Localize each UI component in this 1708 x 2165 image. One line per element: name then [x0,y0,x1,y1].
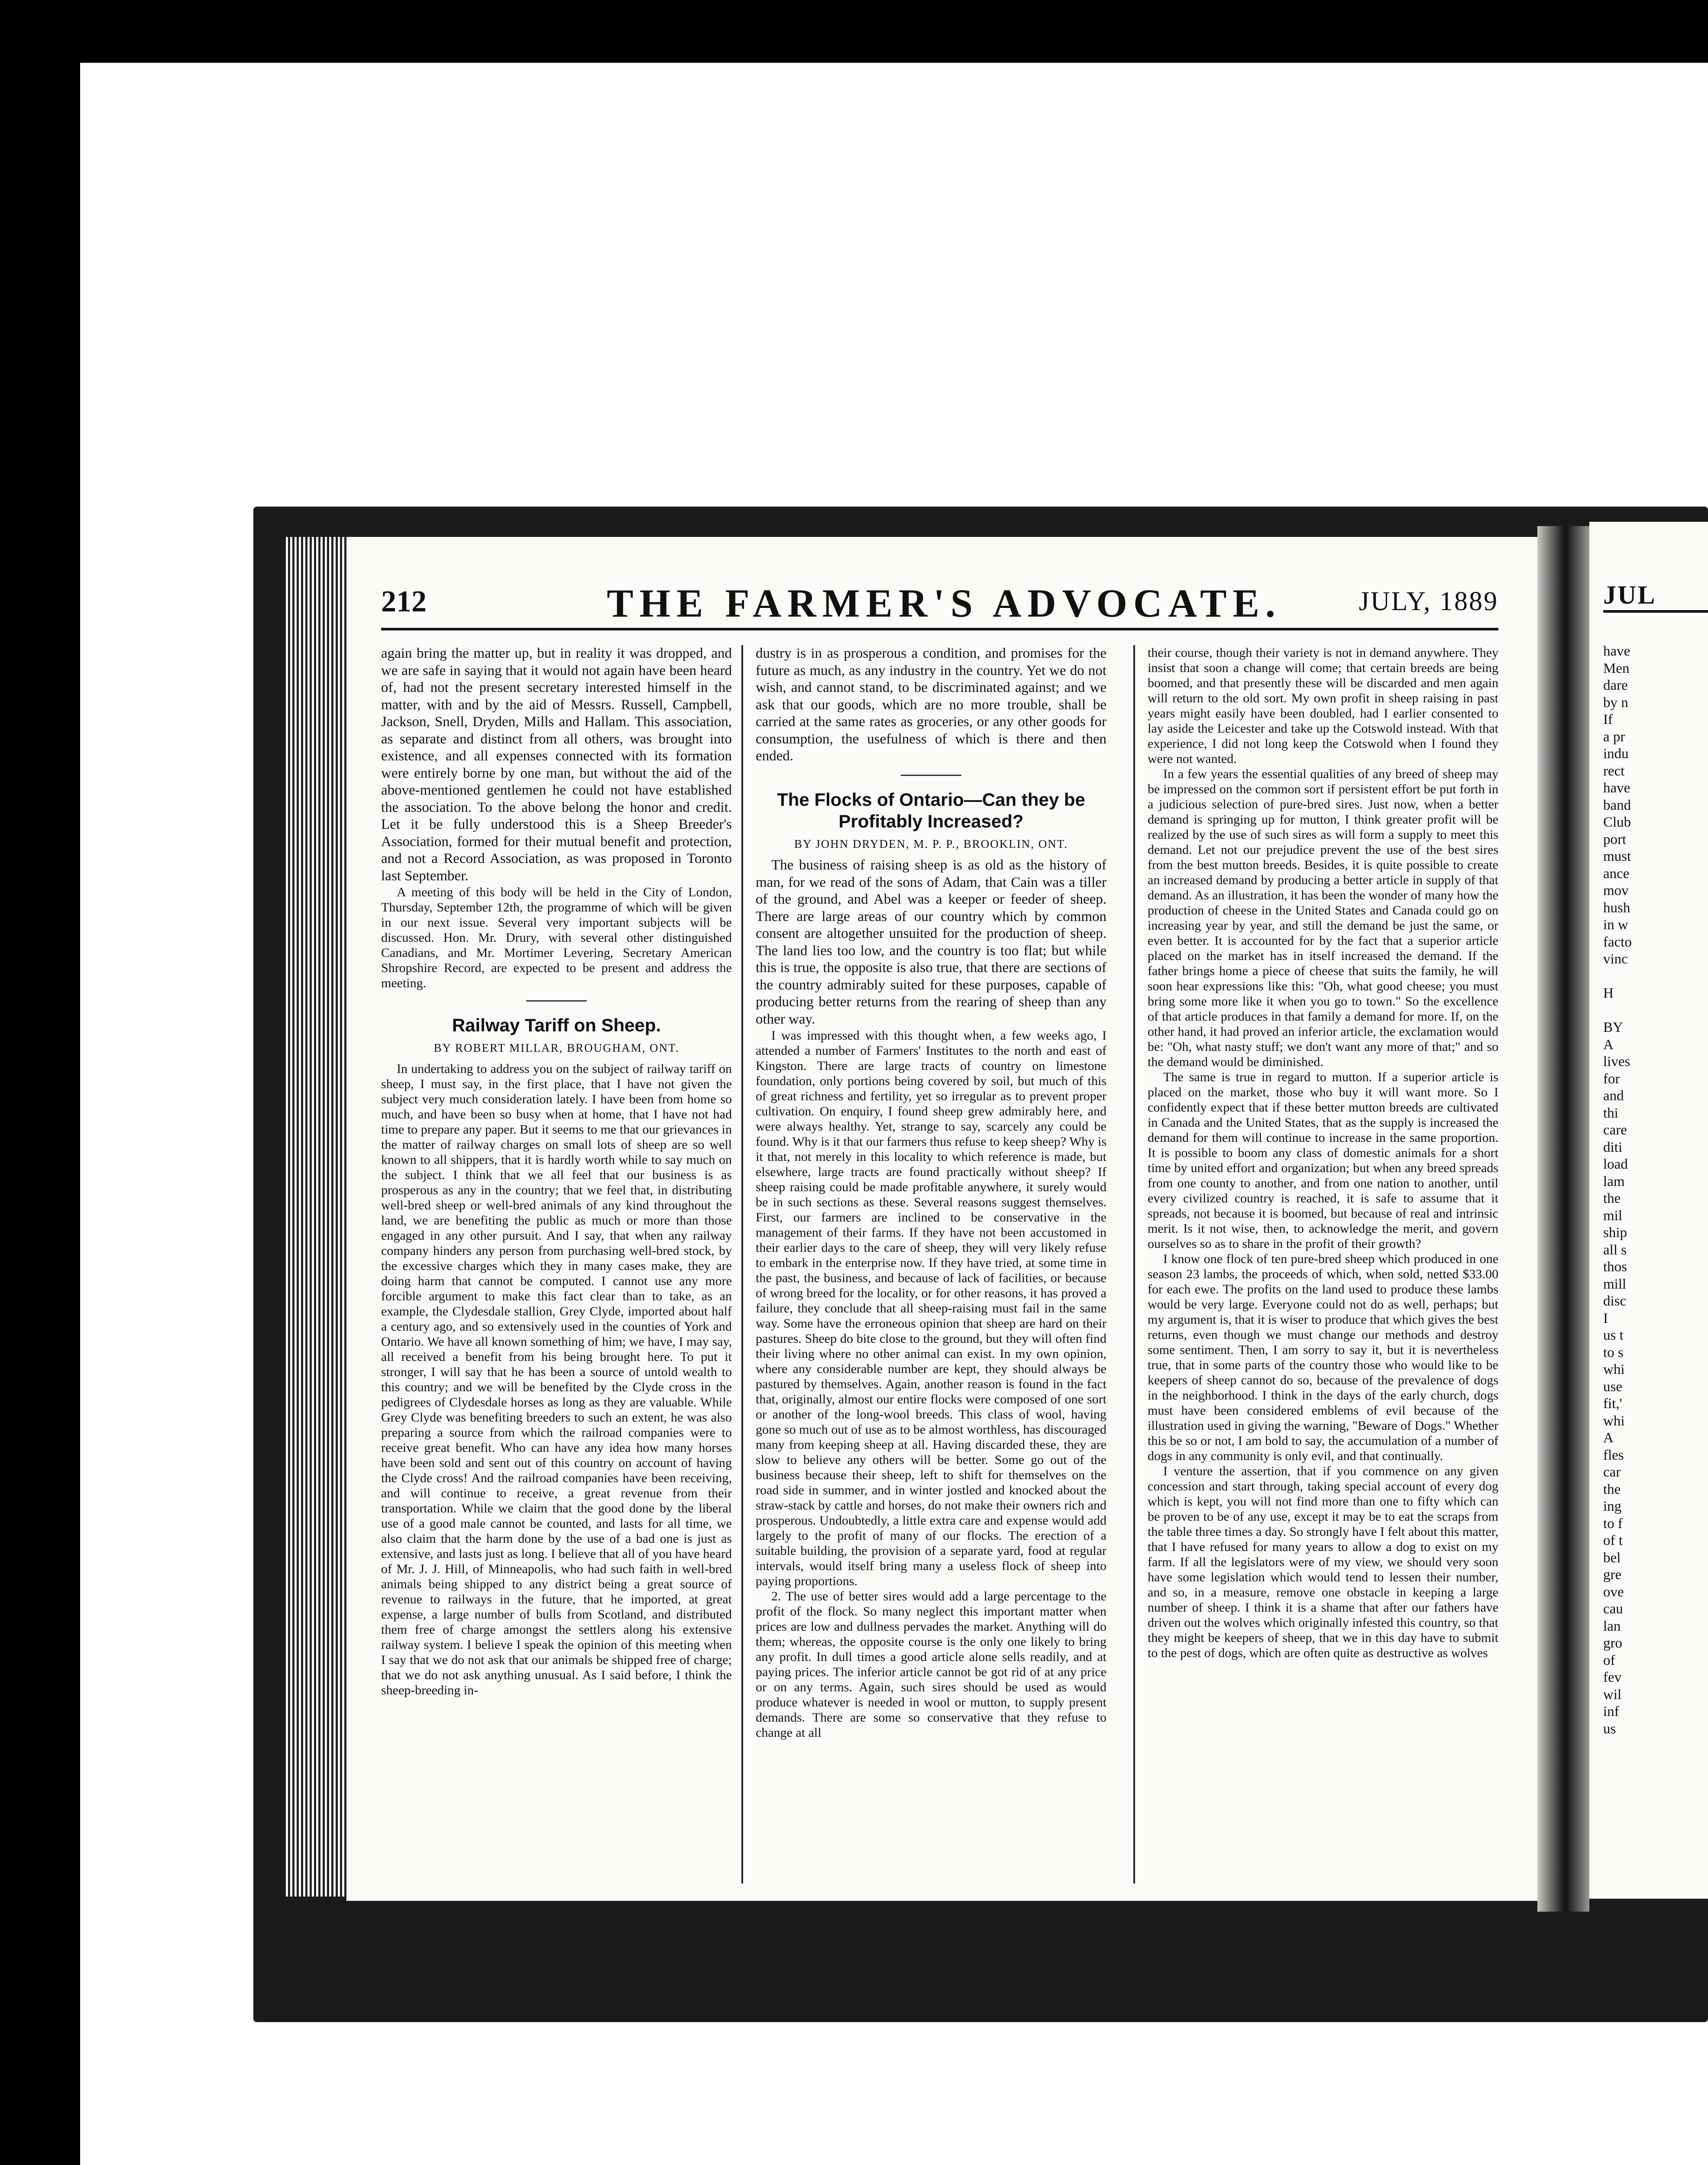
adjacent-page-line: gro [1603,1635,1622,1651]
adjacent-page-line: indu [1603,746,1629,762]
adjacent-page-line: I [1603,1310,1608,1326]
adjacent-page-line: Men [1603,660,1630,676]
adjacent-page-line: fles [1603,1447,1624,1463]
adjacent-page-line: of t [1603,1533,1623,1548]
adjacent-page-line: ship [1603,1225,1627,1241]
adjacent-page-line: whi [1603,1413,1625,1429]
adjacent-page-line: BY [1603,1020,1623,1035]
adjacent-page-line: thi [1603,1105,1618,1121]
adjacent-page-line: Club [1603,814,1631,830]
adjacent-page-line: must [1603,849,1631,864]
adjacent-page-line: have [1603,780,1630,796]
adjacent-page-line: bel [1603,1550,1621,1566]
article-separator [901,775,961,776]
adjacent-page-line: in w [1603,917,1628,933]
adjacent-page-line: band [1603,797,1631,813]
adjacent-page-line: mill [1603,1276,1627,1292]
paragraph: I was impressed with this thought when, a few weeks ago, I attended a number of Farmers' Institutes to the north and east of Kingston. There are large tracts of country on limestone foundation, only portions being covered by soil, but much of this of great richness and fertility, yet so irregular as to prevent proper cultivation. On enquiry, I found sheep grew admirably here, and were always healthy. Yet, strange to say, scarcely any could be found. Why is it that our farmers thus refuse to keep sheep? Why is it that, not merely in this locality to which reference is made, but elsewhere, large tracts are found practically without sheep? If sheep raising could be made profitable anywhere, it surely would be in such sections as these. Several reasons suggest themselves. First, our farmers are inclined to be conservative in the management of their farms. If they have not been accustomed in their earlier days to the care of sheep, they will very likely refuse to embark in the enterprise now. If they have tried, at some time in the past, the business, and because of lack of facilities, or because of wrong breed for the locality, or for other reasons, it has proved a failure, they conclude that all sheep-raising must fail in the same way. Some have the erroneous opinion that sheep are hard on their pastures. Sheep do bite close to the ground, but they will often find their living where no other animal can exist. In my own opinion, where any considerable number are kept, they should always be pastured by themselves. Again, another reason is found in the fact that, originally, almost our entire flocks were composed of one sort or another of the long-wool breeds. This class of wool, having gone so much out of use as to be almost worthless, has discouraged many from keeping sheep at all. Having discarded these, they are slow to believe any others will be better. Some go out of the business because their sheep, left to shift for themselves on the road side in summer, and in winter jostled and knocked about the straw-stack by cattle and horses, do not make their owners rich and prosperous. Undoubtedly, a little extra care and expense would add largely to the profit of many of our flocks. The erection of a suitable building, the provision of a separate yard, food at regular intervals, would itself bring many a useless flock of sheep into paying proportions. [756,1028,1106,1588]
paragraph: I venture the assertion, that if you commence on any given concession and start through, taking special account of every dog which is kept, you will not find more than one to fifty which can be proven to be of any use, except it may be to eat the scraps from the table three times a day. So strongly have I felt about this matter, that I have refused for many years to allow a dog to exist on my farm. If all the legislators were of my view, we should very soon have some legislation which would tend to lessen their number, and so, in a measure, remove one obstacle in keeping a large number of sheep. I think it is a shame that after our fathers have driven out the wolves which originally infested this country, so that they might be keepers of sheep, that we in this day have to submit to the pest of dogs, which are often quite as destructive as wolves [1148,1464,1498,1660]
adjacent-page-line: thos [1603,1259,1627,1275]
column-1 [381,645,732,1884]
adjacent-page-line: lan [1603,1618,1621,1634]
adjacent-page-line: whi [1603,1362,1625,1377]
adjacent-page-line: dare [1603,678,1628,693]
adjacent-page-line: the [1603,1481,1621,1497]
adjacent-page-line: fit,' [1603,1396,1622,1412]
column-rule-2 [1133,645,1135,1884]
adjacent-page-line: H [1603,986,1614,1001]
adjacent-page-line: lives [1603,1054,1630,1070]
adjacent-page-line: ance [1603,866,1630,882]
scan-frame-left [0,0,80,2165]
adjacent-page-line: fev [1603,1670,1622,1685]
adjacent-page-line: If [1603,712,1613,727]
article-byline: BY ROBERT MILLAR, BROUGHAM, ONT. [433,1041,679,1054]
paragraph: In a few years the essential qualities of any breed of sheep may be impressed on the common sort if persistent effort be put forth in a judicious selection of pure-bred sires. Just now, when a better demand is springing up for mutton, I think greater profit will be realized by the use of such sires as will form a supply to meet this demand. Let not our prejudice prevent the use of the best sires from the best mutton breeds. Besides, it is quite possible to create an increased demand by producing a better article in supply of that demand. As an illustration, it has been the wonder of many how the production of cheese in the United States and Canada could go on increasing year by year, and still the demand be just the same, or even better. It is accounted for by the fact that a superior article placed on the market has in itself increased the demand. If the father brings home a piece of cheese that suits the family, he will soon hear expressions like this: "Oh, what good cheese; you must bring some more like it when you go to town." So the excellence of that article produces in that family a demand for more. If, on the other hand, it had proved an inferior article, the exclamation would be: "Oh, what nasty stuff; we don't want any more of that;" and so the demand would be diminished. [1148,767,1498,1069]
masthead-title: THE FARMER'S ADVOCATE. [607,581,1281,625]
adjacent-page-line: mil [1603,1208,1623,1224]
paragraph: their course, though their variety is not in demand anywhere. They insist that soon a change will come; that certain breeds are being boomed, and that presently these will be discarded and men again will return to the old sort. My own profit in sheep raising in past years might easily have been doubled, had I earlier consented to lay aside the Leicester and take up the Cotswold instead. With that experience, I did not long keep the Cotswold when I found they were not wanted. [1148,646,1498,766]
adjacent-page-line: ove [1603,1584,1624,1600]
adjacent-page-line: car [1603,1464,1621,1480]
book-gutter [1537,526,1589,1912]
adjacent-page-line: by n [1603,695,1628,711]
adjacent-page [1589,522,1708,1899]
adjacent-page-line: A [1603,1430,1614,1446]
paragraph: dustry is in as prosperous a condition, and promises for the future as much, as any industry in the country. Yet we do not wish, and cannot stand, to be discriminated against; and we ask that our goods, which are no more trouble, shall be carried at the same rates as groceries, or any other goods for consumption, the usefulness of which is there and then ended. [756,646,1106,764]
adjacent-page-line: vinc [1603,951,1628,967]
adjacent-page-line: to f [1603,1516,1623,1532]
page-number: 212 [381,585,427,618]
scan-frame-top [0,0,1708,63]
paragraph: In undertaking to address you on the subject of railway tariff on sheep, I must say, in the first place, that I have not given the subject very much consideration lately. I have been from home so much, and have been so busy when at home, that I have not had time to prepare any paper. But it seems to me that our grievances in the matter of railway charges on small lots of sheep are so well known to all shippers, that it is hardly worth while to say much on the subject. I think that we all feel that our business is as prosperous as any in the country; that we feel that, in distributing well-bred sheep or well-bred animals of any kind throughout the land, we are benefiting the public as much or more than those engaged in any other pursuit. And I say, that when any railway company hinders any person from purchasing well-bred stock, by the excessive charges which they in many cases make, they are doing harm that cannot be computed. I cannot use any more forcible argument to make this fact clear than to take, as an example, the Clydesdale stallion, Grey Clyde, imported about half a century ago, and so extensively used in the counties of York and Ontario. We have all known something of him; we have, I may say, all received a benefit from his being brought here. To put it stronger, I will say that he has been a source of untold wealth to this country; and we will be benefited by the Clyde cross in the pedigrees of Clydesdale horses as long as they are valuable. While Grey Clyde was benefiting breeders to such an extent, he was also preparing a source from which the railroad companies were to receive great benefit. Who can have any idea how many horses have been sold and sent out of this country on account of having the Clyde cross! And the railroad companies have been receiving, and will continue to receive, a great revenue from their transportation. While we claim that the good done by the liberal use of a good male cannot be counted, and lasts for all time, we also claim that the harm done by the use of a bad one is just as extensive, and lasts just as long. I believe that all of you have heard of Mr. J. J. Hill, of Minneapolis, who had such faith in well-bred animals being shipped to any district being a great source of revenue to railways in the future, that he imported, at great expense, a large number of bulls from Scotland, and distributed them free of charge amongst the settlers along his extensive railway system. I believe I speak the opinion of this meeting when I say that we do not ask that our animals be shipped free of charge; that we do not ask anything unusual. As I said before, I think the sheep-breeding in- [381,1061,732,1697]
adjacent-page-line: a pr [1603,729,1625,745]
adjacent-page-line: care [1603,1122,1627,1138]
adjacent-page-line: wil [1603,1687,1622,1703]
adjacent-page-line: the [1603,1191,1621,1206]
article-title-flocks-of-ontario: The Flocks of Ontario—Can they be Profitably Increased? [777,789,1085,831]
paragraph: I know one flock of ten pure-bred sheep which produced in one season 23 lambs, the proceeds of which, when sold, netted $33.00 for each ewe. The profits on the land used to produce these lambs would be very large. Everyone could not do as well, perhaps; but my argument is, that it is wiser to produce that which gives the best returns, even though we must change our methods and destroy some sentiment. Then, I am sorry to say it, but it is nevertheless true, that in some parts of the country those who would like to be keepers of sheep cannot do so, because of the prevalence of dogs in the neighborhood. I think in the days of the early church, dogs must have been considered emblems of evil because of the illustration used in giving the warning, "Beware of Dogs." Whether this be so or not, I am bold to say, the accumulation of a number of dogs in any community is only evil, and that continually. [1148,1252,1498,1463]
adjacent-page-line: cau [1603,1601,1623,1617]
paragraph: 2. The use of better sires would add a large percentage to the profit of the flock. So many neglect this important matter when prices are low and dullness pervades the market. Anything will do them; whereas, the opposite course is the only one likely to bring any profit. In dull times a good article alone sells readily, and at paying prices. The inferior article cannot be got rid of at any price or on any terms. Again, such sires should be used as would produce whatever is needed in wool or mutton, to supply present demands. There are some so conservative that they refuse to change at all [756,1589,1106,1740]
paragraph: A meeting of this body will be held in the City of London, Thursday, September 12th, the programme of which will be given in our next issue. Several very important subjects will be discussed. Hon. Mr. Drury, with several other distinguished Canadians, and Mr. Mortimer Levering, Secretary American Shropshire Record, are expected to be present and address the meeting. [381,885,732,990]
column-2 [756,645,1106,1884]
article-byline: BY JOHN DRYDEN, M. P. P., BROOKLIN, ONT. [794,837,1068,850]
adjacent-page-line: for [1603,1071,1620,1087]
paragraph: again bring the matter up, but in reality it was dropped, and we are safe in saying that it would not again have been heard of, had not the present secretary interested himself in the matter, with and by the aid of Messrs. Russell, Campbell, Jackson, Snell, Dryden, Mills and Hallam. This association, as separate and distinct from all others, was brought into existence, and all expenses connected with its formation were entirely borne by one man, but without the aid of the above-mentioned gentlemen he could not have established the association. To the above belong the honor and credit. Let it be fully understood this is a Sheep Breeder's Association, formed for their mutual benefit and protection, and not a Record Association, as was proposed in Toronto last September. [381,646,732,884]
adjacent-page-line: all s [1603,1242,1627,1258]
adjacent-page-line: of [1603,1652,1615,1668]
adjacent-page-line: facto [1603,934,1632,950]
adjacent-page-line [1603,1002,1632,1020]
adjacent-page-line: A [1603,1037,1614,1053]
adjacent-page-header: JUL [1603,580,1708,613]
adjacent-page-line: to s [1603,1344,1624,1360]
adjacent-page-line: mov [1603,883,1629,898]
adjacent-page-line: port [1603,831,1627,847]
adjacent-page-line: us [1603,1721,1616,1737]
adjacent-page-line: have [1603,643,1630,659]
adjacent-page-line: inf [1603,1704,1619,1719]
adjacent-page-line: disc [1603,1293,1627,1309]
paragraph: The same is true in regard to mutton. If a superior article is placed on the market, those who buy it will want more. So I confidently expect that if these better mutton breeds are cultivated in Canada and the United States, that as the supply is increased the demand for them will continue to increase in the same proportion. It is possible to boom any class of domestic animals for a short time by united effort and organization; but when any breed spreads from one county to another, and from one nation to another, until every civilized country is reached, it is safe to assume that it spreads, not because it is boomed, but because of real and intrinsic merit. Is it not wise, then, to acknowledge the merit, and govern ourselves so as to share in the profit of their growth? [1148,1070,1498,1251]
column-rule-1 [741,645,743,1884]
issue-date: JULY, 1889 [1359,587,1498,616]
adjacent-page-line: diti [1603,1139,1623,1155]
adjacent-page-line: gre [1603,1567,1622,1583]
article-separator [526,1000,587,1002]
article-title-railway-tariff: Railway Tariff on Sheep. [452,1015,661,1035]
adjacent-page-text [1603,643,1632,1738]
adjacent-page-line: lam [1603,1173,1625,1189]
adjacent-page-line [1603,968,1632,986]
page-header [381,580,1498,630]
adjacent-page-line: load [1603,1157,1628,1172]
adjacent-page-line: hush [1603,900,1630,916]
paragraph: The business of raising sheep is as old as the history of man, for we read of the sons of Adam, that Cain was a tiller of the ground, and Abel was a keeper or feeder of sheep. There are large areas of our country which by common consent are altogether unsuited for the production of sheep. The land lies too low, and the country is too flat; but while this is true, the opposite is also true, that there are sections of the country admirably suited for these purposes, capable of producing better returns from the rearing of sheep than any other way. [756,857,1106,1027]
adjacent-page-line: use [1603,1379,1622,1395]
adjacent-page-line: us t [1603,1328,1624,1343]
adjacent-page-line: rect [1603,763,1625,779]
adjacent-page-line: and [1603,1088,1624,1104]
column-3 [1148,645,1498,1884]
adjacent-page-line: ing [1603,1499,1622,1514]
page-edges [286,537,355,1897]
